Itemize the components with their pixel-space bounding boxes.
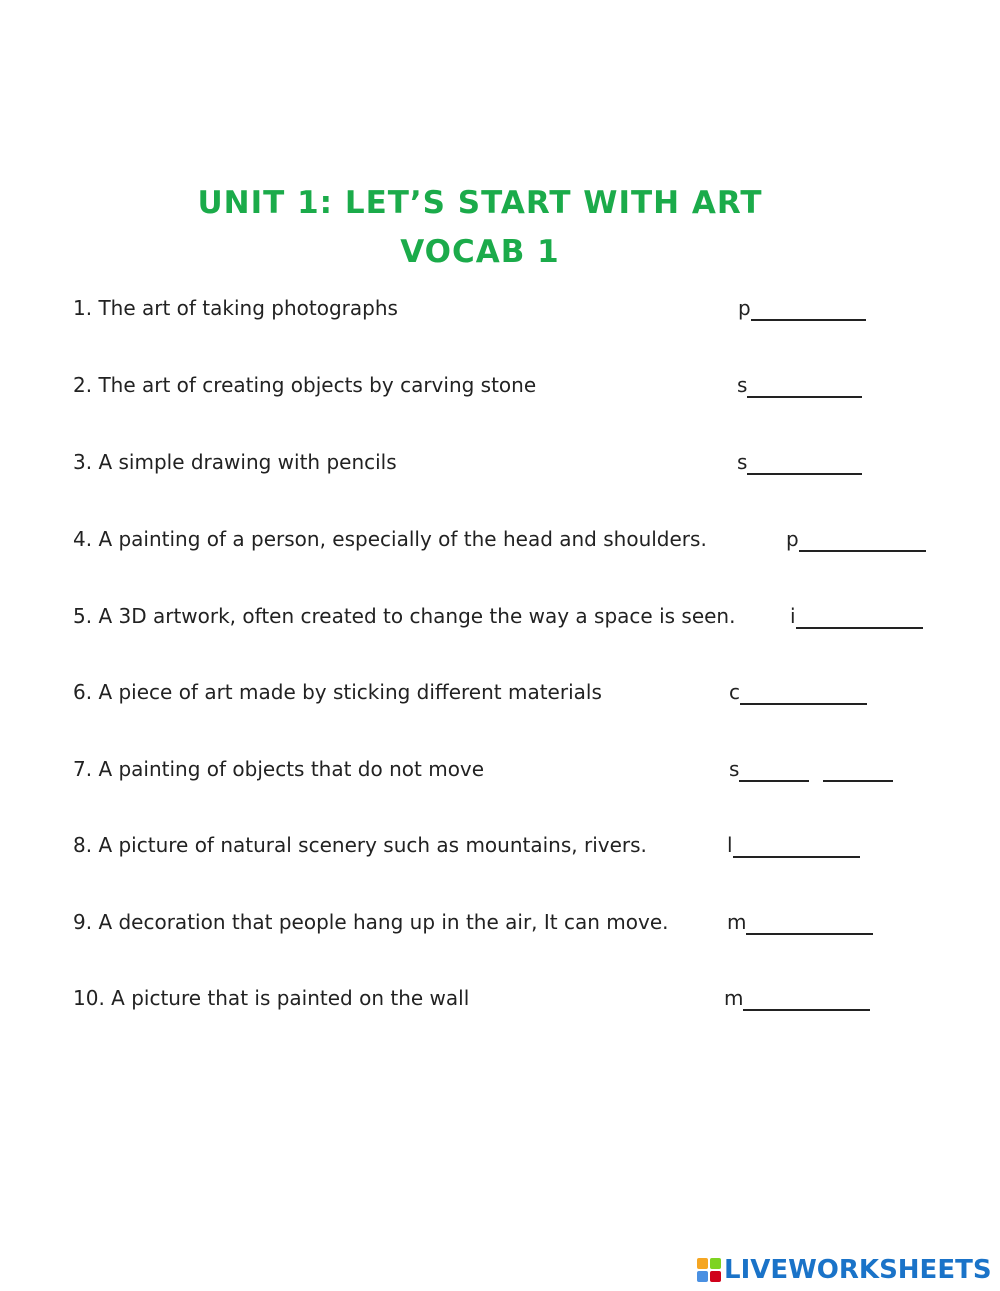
question-row-9 — [0, 907, 1000, 937]
answer-blank-8[interactable] — [733, 836, 860, 858]
question-prompt-3: 3. A simple drawing with pencils — [73, 450, 397, 474]
answer-field-5[interactable] — [790, 601, 923, 631]
logo-block — [697, 1271, 708, 1282]
answer-first-letter-7: s — [729, 757, 740, 781]
answer-field-7[interactable] — [729, 754, 893, 784]
question-prompt-2: 2. The art of creating objects by carving stone — [73, 373, 537, 397]
answer-first-letter-6: c — [729, 680, 740, 704]
answer-first-letter-9: m — [727, 910, 747, 934]
question-row-8 — [0, 830, 1000, 860]
question-prompt-5: 5. A 3D artwork, often created to change the way a space is seen. — [73, 604, 736, 628]
question-row-1 — [0, 293, 1000, 323]
answer-blank-5[interactable] — [796, 607, 923, 629]
worksheet-title: UNIT 1: LET’S START WITH ART — [197, 185, 763, 221]
answer-blank-4[interactable] — [799, 530, 926, 552]
answer-blank-1[interactable] — [751, 299, 866, 321]
answer-field-1[interactable] — [738, 293, 866, 323]
answer-first-letter-8: l — [727, 833, 733, 857]
answer-field-2[interactable] — [737, 370, 862, 400]
logo-blocks-icon — [697, 1258, 721, 1282]
answer-first-letter-4: p — [786, 527, 799, 551]
logo-block — [697, 1258, 708, 1269]
question-prompt-7: 7. A painting of objects that do not move — [73, 757, 485, 781]
answer-field-4[interactable] — [786, 524, 926, 554]
answer-field-3[interactable] — [737, 447, 862, 477]
answer-blank-10[interactable] — [743, 989, 870, 1011]
answer-blank-7a[interactable] — [739, 760, 809, 782]
logo-block — [710, 1258, 721, 1269]
answer-blank-9[interactable] — [746, 913, 873, 935]
question-row-5 — [0, 601, 1000, 631]
liveworksheets-logo — [697, 1253, 992, 1287]
answer-first-letter-10: m — [724, 986, 744, 1010]
logo-text: LIVEWORKSHEETS — [724, 1255, 992, 1285]
answer-field-8[interactable] — [727, 830, 860, 860]
question-row-6 — [0, 677, 1000, 707]
answer-first-letter-1: p — [738, 296, 751, 320]
answer-blank-6[interactable] — [740, 683, 867, 705]
logo-block — [710, 1271, 721, 1282]
answer-blank-7b[interactable] — [823, 760, 893, 782]
answer-blank-2[interactable] — [747, 376, 862, 398]
question-row-4 — [0, 524, 1000, 554]
question-prompt-1: 1. The art of taking photographs — [73, 296, 398, 320]
question-row-10 — [0, 983, 1000, 1013]
question-prompt-8: 8. A picture of natural scenery such as mountains, rivers. — [73, 833, 647, 857]
question-prompt-9: 9. A decoration that people hang up in the air, It can move. — [73, 910, 669, 934]
question-prompt-10: 10. A picture that is painted on the wall — [73, 986, 470, 1010]
answer-first-letter-5: i — [790, 604, 796, 628]
answer-blank-3[interactable] — [747, 453, 862, 475]
answer-field-6[interactable] — [729, 677, 867, 707]
answer-first-letter-3: s — [737, 450, 748, 474]
question-row-3 — [0, 447, 1000, 477]
answer-field-9[interactable] — [727, 907, 873, 937]
question-row-2 — [0, 370, 1000, 400]
question-row-7 — [0, 754, 1000, 784]
answer-first-letter-2: s — [737, 373, 748, 397]
worksheet-subtitle: VOCAB 1 — [400, 234, 560, 270]
question-prompt-4: 4. A painting of a person, especially of the head and shoulders. — [73, 527, 707, 551]
question-prompt-6: 6. A piece of art made by sticking different materials — [73, 680, 602, 704]
answer-field-10[interactable] — [724, 983, 870, 1013]
